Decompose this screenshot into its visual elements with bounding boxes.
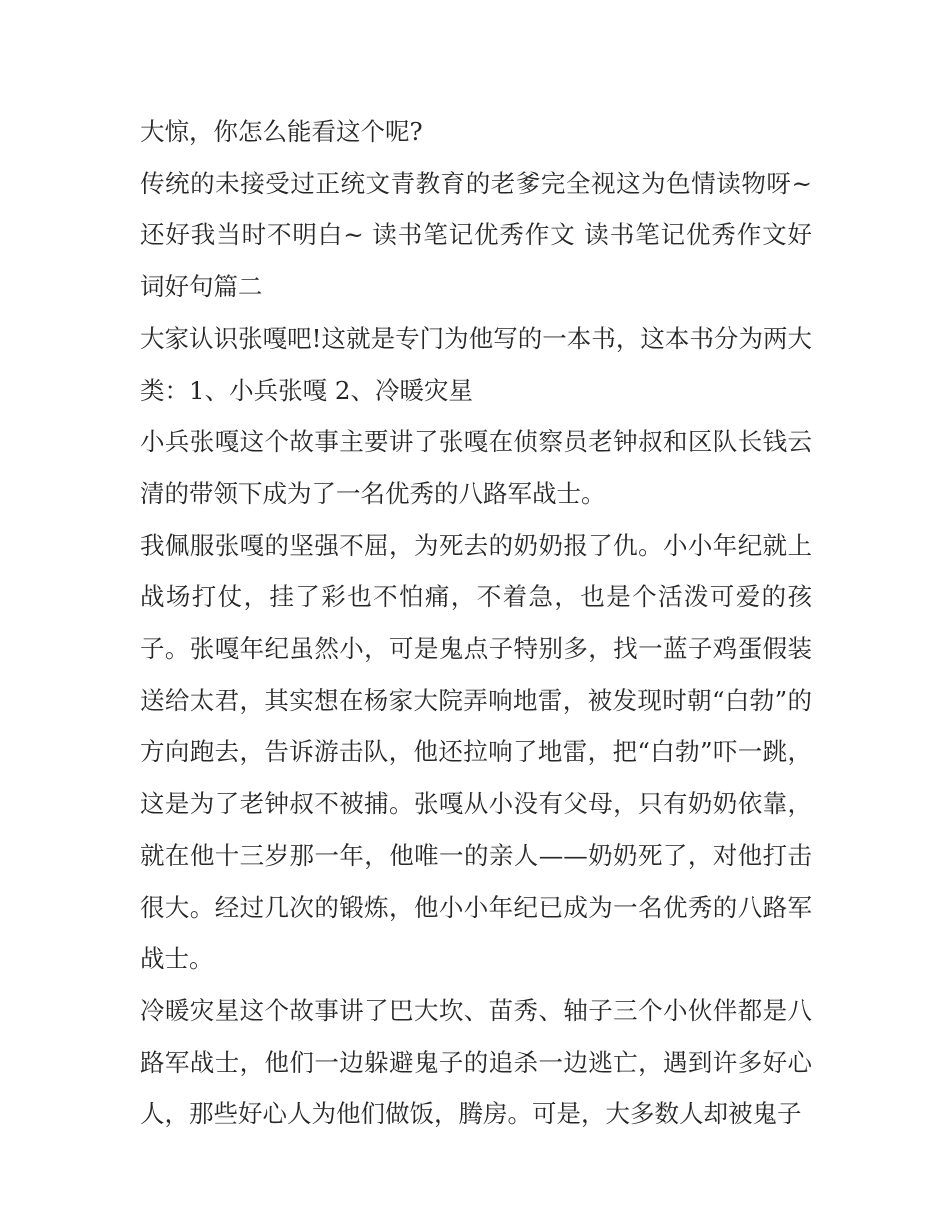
paragraph: 大家认识张嘎吧!这就是专门为他写的一本书，这本书分为两大类：1、小兵张嘎 2、冷暖灾星	[140, 323, 812, 405]
paragraph: 我佩服张嘎的坚强不屈，为死去的奶奶报了仇。小小年纪就上战场打仗，挂了彩也不怕痛，不着急，也是个活泼可爱的孩子。张嘎年纪虽然小，可是鬼点子特别多，找一蓝子鸡蛋假装送给太君，其实想在杨家大院弄响地雷，被发现时朝“白勃”的方向跑去，告诉游击队，他还拉响了地雷，把“白勃”吓一跳，这是为了老钟叔不被捕。张嘎从小没有父母，只有奶奶依靠，就在他十三岁那一年，他唯一的亲人——奶奶死了，对他打击很大。经过几次的锻炼，他小小年纪已成为一名优秀的八路军战士。	[140, 530, 812, 974]
paragraph: 传统的未接受过正统文青教育的老爹完全视这为色情读物呀~还好我当时不明白~ 读书笔记优秀作文 读书笔记优秀作文好词好句篇二	[140, 168, 812, 302]
paragraph: 小兵张嘎这个故事主要讲了张嘎在侦察员老钟叔和区队长钱云清的带领下成为了一名优秀的八路军战士。	[140, 427, 812, 508]
paragraph: 大惊，你怎么能看这个呢?	[140, 117, 423, 146]
paragraph: 冷暖灾星这个故事讲了巴大坎、苗秀、轴子三个小伙伴都是八路军战士，他们一边躲避鬼子的追杀一边逃亡，遇到许多好心人，那些好心人为他们做饭，腾房。可是，大多数人却被鬼子	[140, 995, 812, 1129]
document-body	[140, 106, 812, 1140]
